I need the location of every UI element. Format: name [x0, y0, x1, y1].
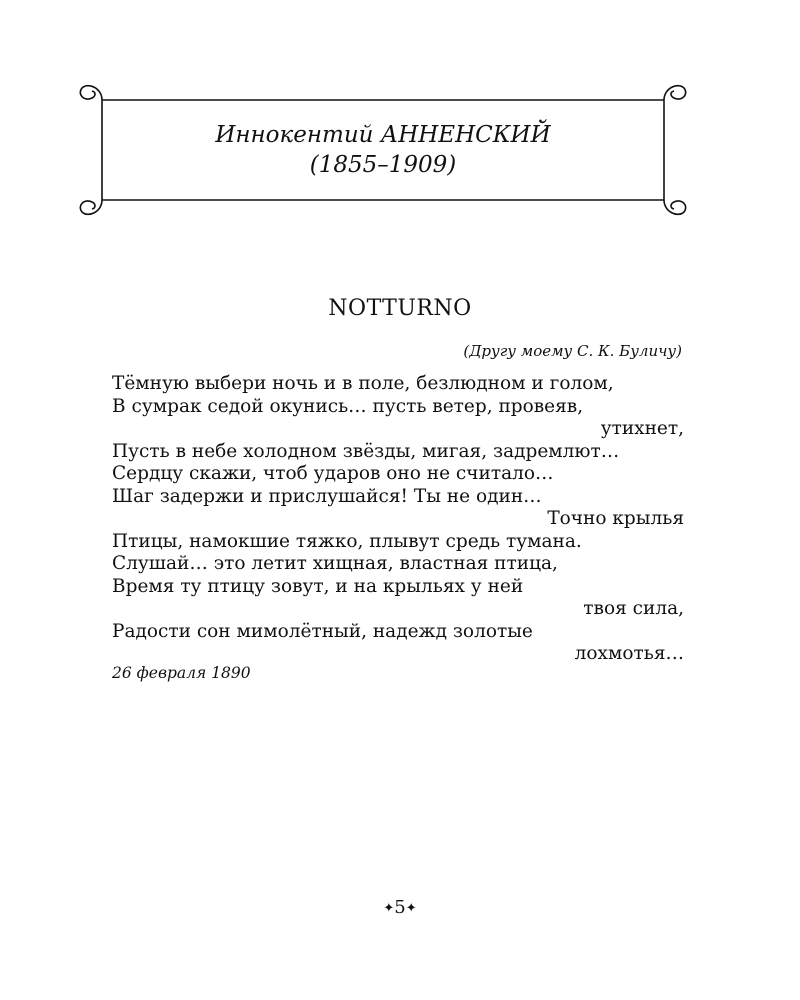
poem-dedication: (Другу моему С. К. Буличу)	[463, 342, 682, 360]
author-dates: (1855–1909)	[309, 152, 457, 178]
page-number-value: 5	[394, 897, 406, 918]
poem-line: твоя сила,	[583, 598, 684, 619]
poem-line: Шаг задержи и прислушайся! Ты не один…	[112, 485, 542, 507]
poem-title: NOTTURNO	[328, 296, 472, 321]
page-number	[0, 897, 800, 918]
poem-line: Точно крылья	[547, 508, 684, 529]
poem-line: Птицы, намокшие тяжко, плывут средь тумана.	[112, 530, 582, 552]
poem-body	[112, 373, 684, 666]
author-heading	[103, 120, 663, 180]
poem-line: утихнет,	[600, 418, 684, 439]
author-name: Иннокентий АННЕНСКИЙ	[215, 122, 551, 148]
poem-line: Сердцу скажи, чтоб ударов оно не считало…	[112, 463, 554, 484]
poem-line: Тёмную выбери ночь и в поле, безлюдном и голом,	[112, 373, 614, 394]
poem-line: Радости сон мимолётный, надежд золотые	[112, 620, 533, 642]
poem-line: лохмотья…	[574, 643, 684, 664]
poem-line: Слушай… это летит хищная, властная птица,	[112, 553, 558, 574]
ornament-right-icon: ✦	[405, 901, 417, 916]
ornament-left-icon: ✦	[383, 901, 395, 916]
poem-date: 26 февраля 1890	[112, 664, 251, 682]
poem-line: Время ту птицу зовут, и на крыльях у ней	[112, 575, 524, 597]
poem-line: Пусть в небе холодном звёзды, мигая, задремлют…	[112, 440, 620, 462]
poem-line: В сумрак седой окунись… пусть ветер, провеяв,	[112, 395, 584, 417]
